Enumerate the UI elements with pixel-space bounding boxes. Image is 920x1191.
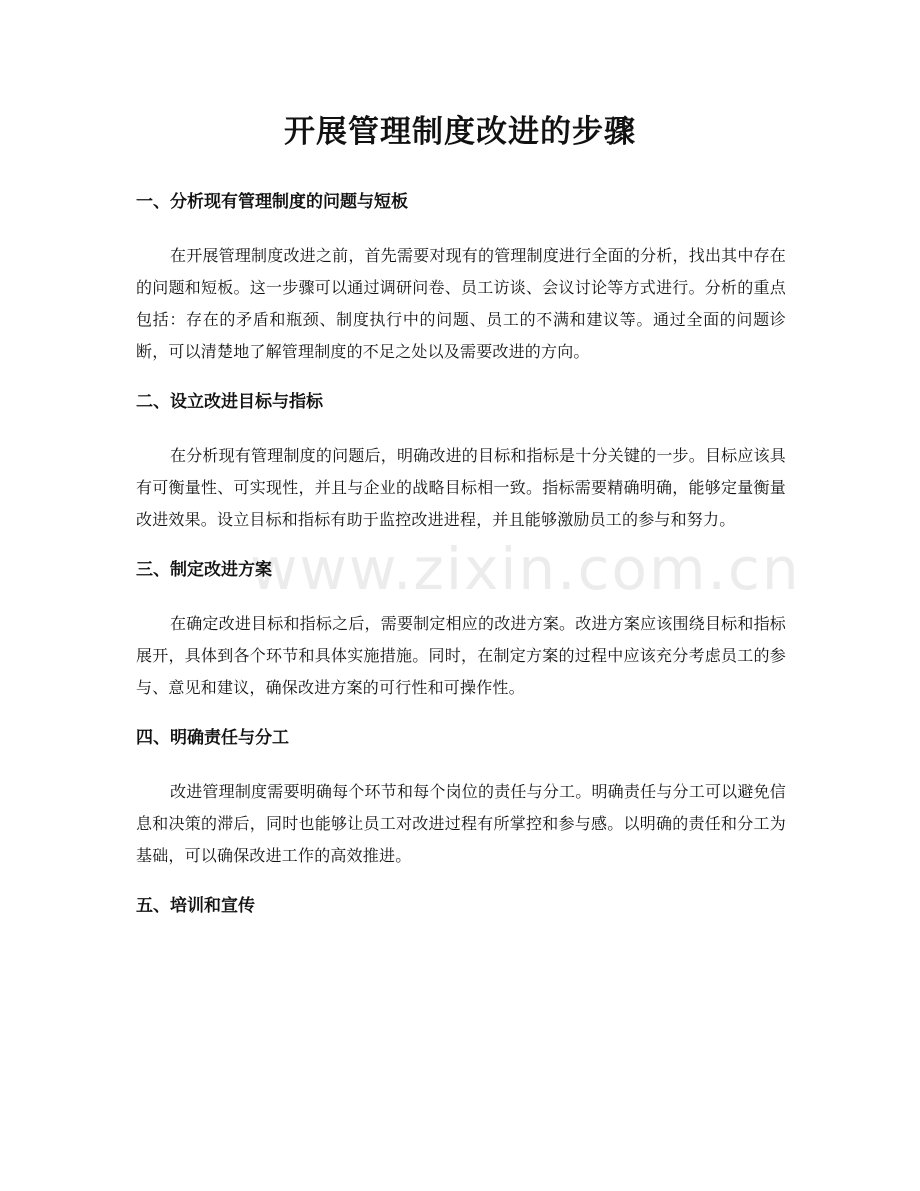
section-heading-2: 二、设立改进目标与指标 bbox=[136, 392, 323, 412]
section-heading-5: 五、培训和宣传 bbox=[136, 896, 255, 916]
section-heading-4: 四、明确责任与分工 bbox=[136, 728, 289, 748]
section-paragraph-1: 在开展管理制度改进之前，首先需要对现有的管理制度进行全面的分析，找出其中存在的问题和短板。这一步骤可以通过调研问卷、员工访谈、会议讨论等方式进行。分析的重点包括：存在的矛盾和瓶颈、制度执行中的问题、员工的不满和建议等。通过全面的问题诊断，可以清楚地了解管理制度的不足之处以及需要改进的方向。 bbox=[136, 246, 786, 361]
section-paragraph-4: 改进管理制度需要明确每个环节和每个岗位的责任与分工。明确责任与分工可以避免信息和决策的滞后，同时也能够让员工对改进过程有所掌控和参与感。以明确的责任和分工为基础，可以确保改进工作的高效推进。 bbox=[136, 782, 786, 865]
document-body bbox=[136, 186, 786, 922]
section-heading-1: 一、分析现有管理制度的问题与短板 bbox=[136, 192, 408, 212]
document-title: 开展管理制度改进的步骤 bbox=[284, 114, 636, 150]
section-heading-3: 三、制定改进方案 bbox=[136, 560, 272, 580]
watermark: www.zixin.com.cn bbox=[250, 535, 801, 603]
section-paragraph-2: 在分析现有管理制度的问题后，明确改进的目标和指标是十分关键的一步。目标应该具有可衡量性、可实现性，并且与企业的战略目标相一致。指标需要精确明确，能够定量衡量改进效果。设立目标和指标有助于监控改进进程，并且能够激励员工的参与和努力。 bbox=[136, 446, 786, 529]
section-paragraph-3: 在确定改进目标和指标之后，需要制定相应的改进方案。改进方案应该围绕目标和指标展开，具体到各个环节和具体实施措施。同时，在制定方案的过程中应该充分考虑员工的参与、意见和建议，确保改进方案的可行性和可操作性。 bbox=[136, 614, 786, 697]
